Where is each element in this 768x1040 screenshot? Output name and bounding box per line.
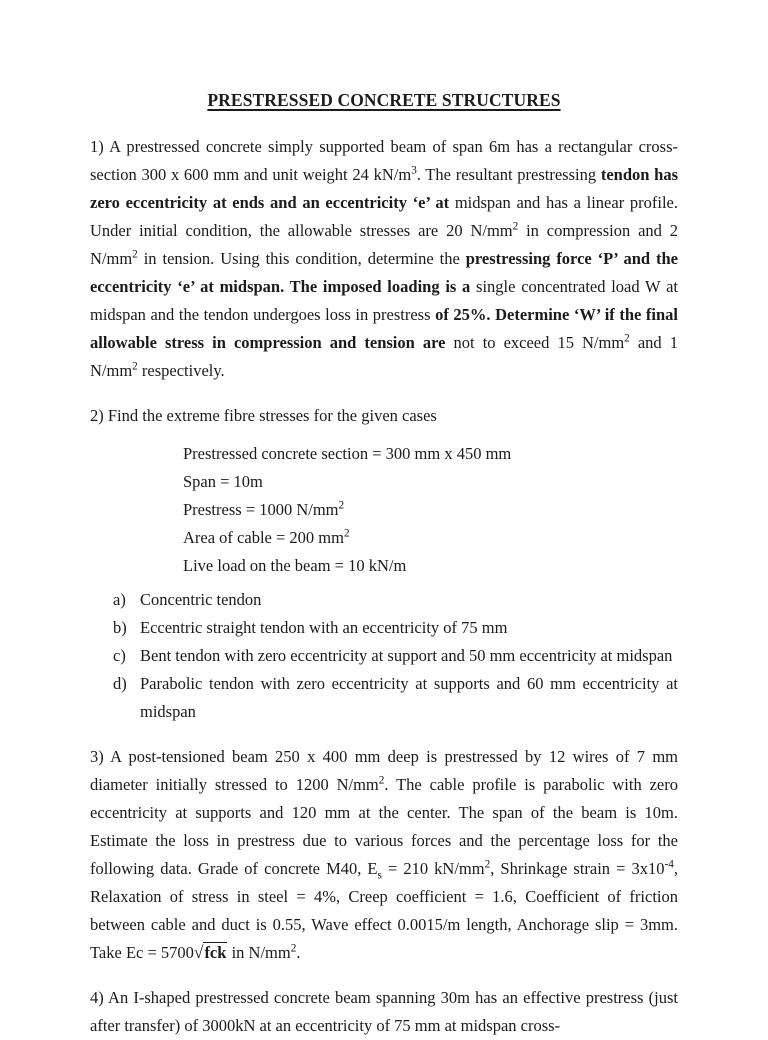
list-item-text: Bent tendon with zero eccentricity at support and 50 mm eccentricity at midspan (140, 646, 673, 665)
q1-bold-1: tendon has zero eccentricity at ends and an eccentricity ‘e’ at (90, 165, 678, 212)
spec-line-sup: 2 (343, 527, 350, 540)
q3-sup-1: 2 (378, 774, 385, 787)
spec-line (183, 468, 678, 496)
list-item (113, 586, 678, 614)
q2-lead-text: 2) Find the extreme fibre stresses for the given cases (90, 406, 437, 425)
q3-text-3: = 210 kN/mm (381, 859, 485, 878)
spec-line-sup: 2 (338, 499, 345, 512)
radical-sign-icon: √ (193, 943, 204, 962)
list-item (113, 614, 678, 642)
q1-text-2: . The resultant prestressing (416, 165, 601, 184)
q3-sup-3: -4 (664, 858, 674, 871)
spec-line (183, 552, 678, 580)
list-item-marker: d) (113, 674, 127, 693)
q1-text-8: and 1 N/mm (90, 333, 678, 380)
spec-line-text: Prestress = 1000 N/mm (183, 500, 339, 519)
spec-line-text: Area of cable = 200 mm (183, 528, 344, 547)
list-item (113, 642, 678, 670)
q1-sup-3: 2 (132, 248, 138, 261)
q3-text-6: in N/mm (227, 943, 291, 962)
question-3-paragraph (90, 743, 678, 967)
spec-line-text: Prestressed concrete section = 300 mm x 450 mm (183, 444, 512, 463)
q1-text-9: respectively. (137, 361, 225, 380)
q1-sup-5: 2 (132, 360, 138, 373)
list-item-marker: b) (113, 618, 127, 637)
q1-text-1: 1) A prestressed concrete simply supported beam of span 6m has a rectangular cross-section 300 x 600 mm and unit weight 24 kN/m (90, 137, 678, 184)
q1-bold-3: of 25%. Determine ‘W’ if the final allowable stress in compression and tension are (90, 305, 678, 352)
q3-text-7: . (296, 943, 301, 962)
list-item-marker: a) (113, 590, 126, 609)
list-item (113, 670, 678, 726)
page-title-text: PRESTRESSED CONCRETE STRUCTURES (207, 90, 561, 110)
q3-text-2: . The cable profile is parabolic with zero eccentricity at supports and 120 mm at the center. The span of the beam is 10m. Estimate the loss in prestress due to various forces and the percentage loss for the following data. Grade of concrete M40, E (90, 775, 678, 878)
spec-line (183, 440, 678, 468)
q1-sup-4: 2 (624, 332, 630, 345)
list-item-marker: c) (113, 646, 126, 665)
q1-text-3: midspan and has a linear profile. Under initial condition, the allowable stresses are 20 N/mm (90, 193, 678, 240)
spec-line (183, 524, 678, 552)
question-2-lead (90, 402, 678, 430)
q3-text-1: 3) A post-tensioned beam 250 x 400 mm deep is prestressed by 12 wires of 7 mm diameter initially stressed to 1200 N/mm (90, 747, 678, 794)
q1-text-7: not to exceed 15 N/mm (445, 333, 625, 352)
page-title (90, 90, 678, 111)
q1-text-6: single concentrated load W at midspan and the tendon undergoes loss in prestress (90, 277, 678, 324)
spec-line (183, 496, 678, 524)
q1-text-5: in tension. Using this condition, determine the (137, 249, 466, 268)
question-4-paragraph (90, 984, 678, 1040)
q1-sup-2: 2 (512, 220, 519, 233)
q1-bold-2: prestressing force ‘P’ and the eccentricity ‘e’ at midspan. The imposed loading is a (90, 249, 678, 296)
question-2-case-list (90, 586, 678, 726)
q3-sub-1: s (377, 869, 382, 882)
list-item-text: Parabolic tendon with zero eccentricity at supports and 60 mm eccentricity at midspan (140, 674, 678, 721)
list-item-text: Concentric tendon (140, 590, 262, 609)
radicand-text: fck (204, 943, 227, 962)
q1-sup-1: 3 (411, 164, 417, 177)
q4-text-1: 4) An I-shaped prestressed concrete beam spanning 30m has an effective prestress (just after transfer) of 3000kN at an eccentricity of 75 mm at midspan cross- (90, 988, 678, 1035)
q3-text-5: , Relaxation of stress in steel = 4%, Creep coefficient = 1.6, Coefficient of friction between cable and duct is 0.55, Wave effect 0.0015/m length, Anchorage slip = 3mm. Take Ec = 5700 (90, 859, 678, 962)
q3-sup-2: 2 (484, 858, 491, 871)
list-item-text: Eccentric straight tendon with an eccentricity of 75 mm (140, 618, 508, 637)
spec-line-text: Span = 10m (183, 472, 263, 491)
q1-text-4: in compression and 2 N/mm (90, 221, 679, 268)
spec-line-text: Live load on the beam = 10 kN/m (183, 556, 407, 575)
question-2-spec-block (90, 440, 678, 580)
q3-sup-4: 2 (290, 942, 297, 955)
square-root-expression (194, 942, 228, 962)
question-1-paragraph (90, 133, 678, 385)
q3-text-4: , Shrinkage strain = 3x10 (490, 859, 665, 878)
